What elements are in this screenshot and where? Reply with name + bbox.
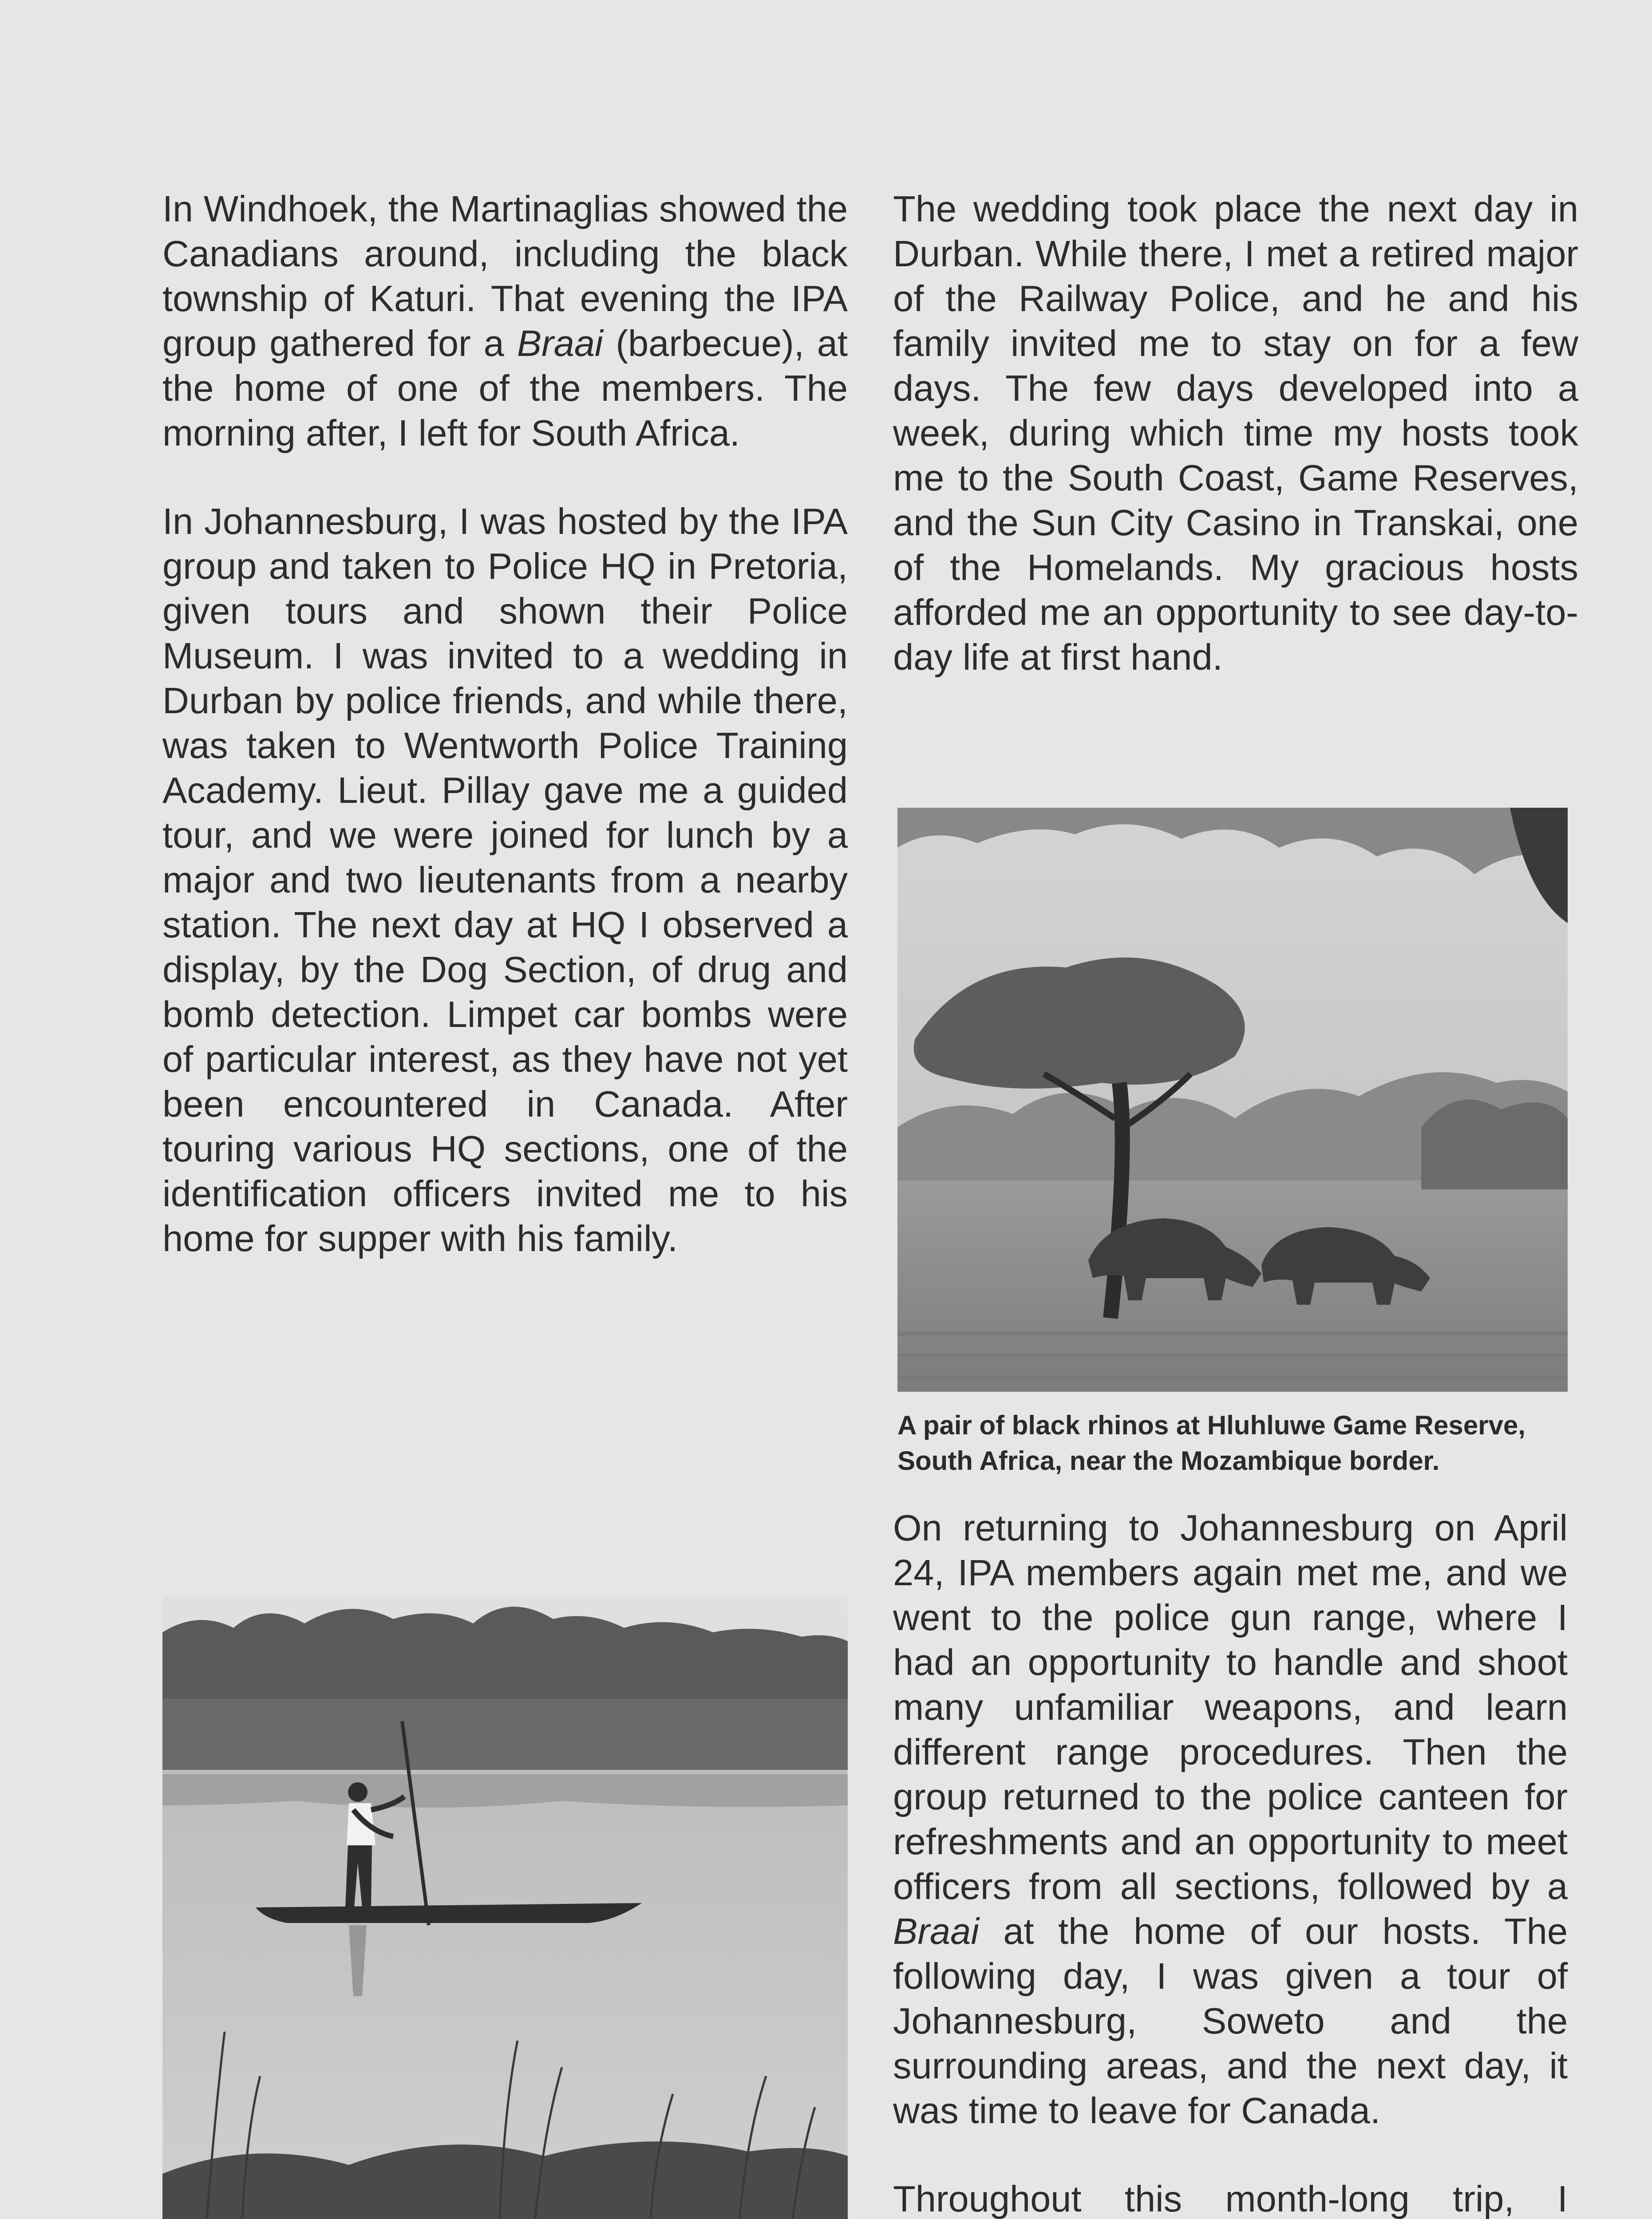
paragraph-windhoek: In Windhoek, the Martinaglias showed the Canadians around, including the black township of Katuri. That evening the IPA group gathered for a Braai (barbecue), at the home of one of the members. The morning after, I left for South Africa.	[162, 188, 848, 454]
fisherman-photo	[162, 1597, 848, 2219]
rhino-photo	[897, 808, 1568, 1392]
right-column-upper	[893, 186, 1578, 679]
paragraph-wedding: The wedding took place the next day in Durban. While there, I met a retired major of the Railway Police, and he and his family invited me to stay on for a few days. The few days developed into a week, during which time my hosts took me to the South Coast, Game Reserves, and the Sun City Casino in Transkai, one of the Homelands. My gracious hosts afforded me an opportunity to see day-to-day life at first hand.	[893, 188, 1578, 678]
paragraph-johannesburg: In Johannesburg, I was hosted by the IPA group and taken to Police HQ in Pretoria, given tours and shown their Police Museum. I was invited to a wedding in Durban by police friends, and while there, was taken to Wentworth Police Training Academy. Lieut. Pillay gave me a guided tour, and we were joined for lunch by a major and two lieutenants from a nearby station. The next day at HQ I observed a display, by the Dog Section, of drug and bomb detection. Limpet car bombs were of particular interest, as they have not yet been encountered in Canada. After touring various HQ sections, one of the identification officers invited me to his home for supper with his family.	[162, 501, 848, 1259]
rhino-caption: A pair of black rhinos at Hluhluwe Game Reserve, South Africa, near the Mozambique border.	[897, 1410, 1526, 1476]
paragraph-return-johannesburg: On returning to Johannesburg on April 24, IPA members again met me, and we went to the police gun range, where I had an opportunity to handle and shoot many unfamiliar weapons, and learn different range procedures. Then the group returned to the police canteen for refreshments and an opportunity to meet officers from all sections, followed by a Braai at the home of our hosts. The following day, I was given a tour of Johannesburg, Soweto and the surrounding areas, and the next day, it was time to leave for Canada.	[893, 1507, 1568, 2131]
right-column-lower	[893, 1505, 1568, 2219]
rhino-figure	[897, 808, 1568, 1479]
paragraph-closing: Throughout this month-long trip, I	[893, 2178, 1568, 2219]
fisherman-figure	[162, 1597, 848, 2219]
left-column	[162, 186, 848, 1261]
